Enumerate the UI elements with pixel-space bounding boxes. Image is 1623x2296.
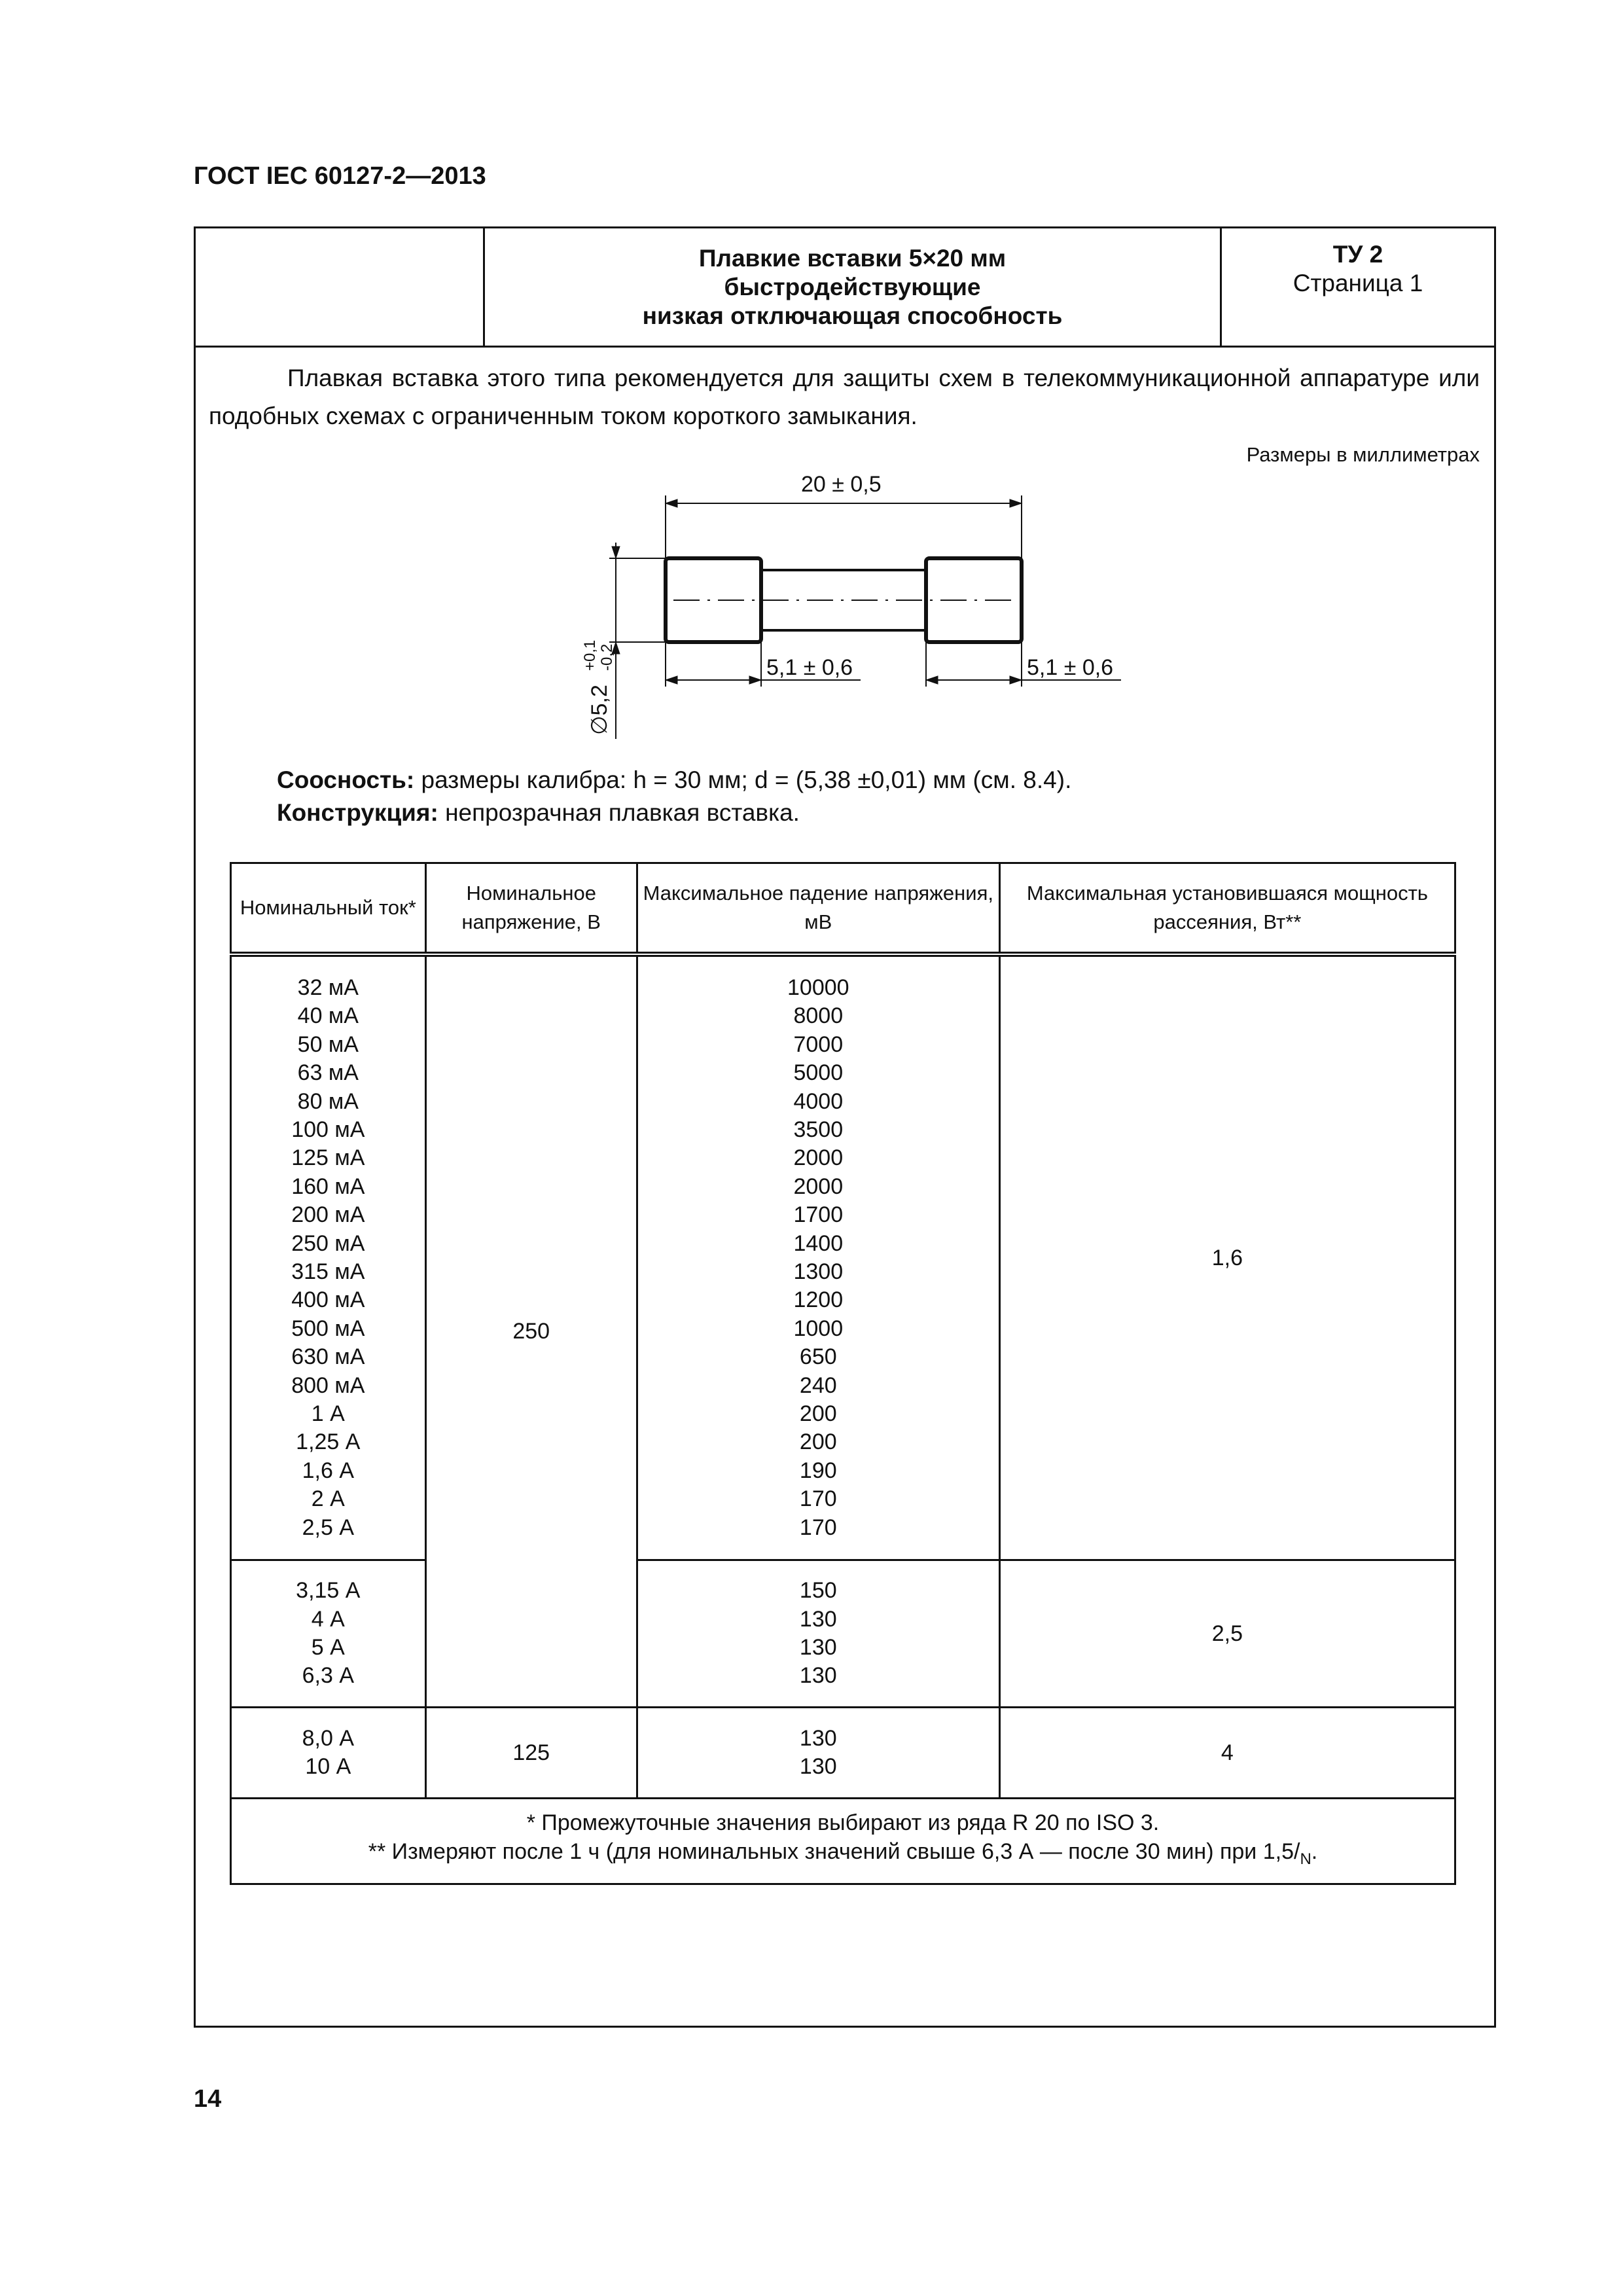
drop-value: 4000 <box>793 1088 844 1114</box>
arrow <box>749 676 761 684</box>
current-value: 250 мА <box>291 1230 365 1256</box>
drop-value: 200 <box>799 1401 837 1427</box>
sheet-code: ТУ 2 <box>1332 241 1383 268</box>
header-current: Номинальный ток* <box>231 863 426 955</box>
construction-text: непрозрачная плавкая вставка. <box>438 799 800 826</box>
current-value: 800 мА <box>291 1372 365 1398</box>
header-sheet-info <box>1222 228 1494 346</box>
table-row <box>231 1560 1455 1708</box>
drop-cell <box>637 1560 999 1708</box>
construction-label: Конструкция: <box>277 799 438 826</box>
header-title <box>485 228 1222 346</box>
sheet-page: Страница 1 <box>1293 270 1423 296</box>
current-value: 630 мА <box>291 1344 365 1370</box>
current-value: 200 мА <box>291 1202 365 1228</box>
voltage-cell: 250 <box>425 954 637 1708</box>
power-cell: 4 <box>999 1708 1455 1799</box>
drop-value: 190 <box>799 1458 837 1483</box>
drop-value: 170 <box>799 1515 837 1540</box>
table-row <box>231 1708 1455 1799</box>
drop-value: 170 <box>799 1486 837 1512</box>
current-value: 32 мА <box>297 975 359 1000</box>
drop-value: 130 <box>799 1725 837 1751</box>
current-cell <box>231 1708 426 1799</box>
current-value: 2 А <box>311 1486 345 1512</box>
title-line: низкая отключающая способность <box>642 302 1063 329</box>
drop-value: 1700 <box>793 1202 844 1228</box>
tolerance-plus: +0,1 <box>581 639 599 671</box>
table-footnotes <box>231 1799 1455 1884</box>
footnote-2-text: ** Измеряют после 1 ч (для номинальных значений свыше 6,3 А — после 30 мин) при 1,5/ <box>368 1839 1300 1865</box>
drop-value: 2000 <box>793 1174 844 1199</box>
current-value: 100 мА <box>291 1117 365 1142</box>
title-line: Плавкие вставки 5×20 мм <box>698 244 1007 272</box>
document-code: ГОСТ IEC 60127-2—2013 <box>194 162 486 190</box>
current-value: 80 мА <box>297 1088 359 1114</box>
drop-value: 5000 <box>793 1060 844 1086</box>
arrow <box>612 547 620 558</box>
coaxiality-line <box>277 764 1071 797</box>
footnote-2-end: . <box>1311 1839 1318 1865</box>
cap-right-label: 5,1 ± 0,6 <box>1027 655 1114 680</box>
sheet-header <box>196 228 1494 348</box>
drop-value: 240 <box>799 1372 837 1398</box>
current-value: 10 А <box>305 1754 351 1779</box>
length-label: 20 ± 0,5 <box>801 472 882 497</box>
arrow <box>926 676 938 684</box>
drop-value: 650 <box>799 1344 837 1370</box>
current-value: 160 мА <box>291 1174 365 1199</box>
current-value: 1 А <box>311 1401 345 1427</box>
intro-paragraph: Плавкая вставка этого типа рекомендуется для защиты схем в телекоммуникационной аппаратуре или подобных схемах с ограниченным током короткого замыкания. <box>209 365 1480 429</box>
current-value: 1,25 А <box>296 1429 361 1455</box>
drop-value: 7000 <box>793 1031 844 1057</box>
coaxiality-label: Соосность: <box>277 766 415 793</box>
tolerance-minus: -0,2 <box>598 643 616 671</box>
drop-value: 3500 <box>793 1117 844 1142</box>
drop-value: 1400 <box>793 1230 844 1256</box>
current-value: 4 А <box>311 1606 345 1632</box>
voltage-cell: 125 <box>425 1708 637 1799</box>
page-number: 14 <box>194 2085 222 2113</box>
sheet-frame <box>194 226 1496 2028</box>
diameter-label: ∅5,2 <box>587 685 612 735</box>
current-value: 1,6 А <box>302 1458 355 1483</box>
current-value: 400 мА <box>291 1287 365 1313</box>
table-row <box>231 954 1455 1560</box>
drop-value: 150 <box>799 1578 837 1604</box>
current-value: 315 мА <box>291 1259 365 1284</box>
footnote-2-sub: N <box>1300 1850 1311 1868</box>
drop-value: 2000 <box>793 1145 844 1171</box>
header-blank-cell <box>196 228 485 346</box>
header-voltage: Номинальное напряжение, В <box>425 863 637 955</box>
arrow <box>666 676 677 684</box>
header-power: Максимальная установившаяся мощность рассеяния, Вт** <box>999 863 1455 955</box>
drop-value: 8000 <box>793 1003 844 1029</box>
drop-value: 130 <box>799 1754 837 1779</box>
footnote-1: * Промежуточные значения выбирают из ряда R 20 по ISO 3. <box>526 1810 1160 1836</box>
footnotes-cell <box>231 1799 1455 1884</box>
construction-line <box>277 797 1071 829</box>
current-value: 500 мА <box>291 1316 365 1341</box>
cap-left-label: 5,1 ± 0,6 <box>766 655 853 680</box>
arrow <box>1010 499 1022 507</box>
properties <box>277 764 1071 829</box>
current-value: 3,15 А <box>296 1578 361 1604</box>
drop-value: 1000 <box>793 1316 844 1341</box>
current-value: 40 мА <box>297 1003 359 1029</box>
header-drop: Максимальное падение напряжения, мВ <box>637 863 999 955</box>
current-value: 50 мА <box>297 1031 359 1057</box>
title-line: быстродействующие <box>724 273 981 300</box>
ratings-table <box>230 862 1456 1885</box>
footnote-2 <box>232 1837 1454 1874</box>
fuse-drawing <box>549 464 1114 752</box>
table-header-row <box>231 863 1455 955</box>
drop-cell <box>637 954 999 1560</box>
units-note: Размеры в миллиметрах <box>1246 443 1480 466</box>
current-value: 125 мА <box>291 1145 365 1171</box>
power-cell: 2,5 <box>999 1560 1455 1708</box>
drop-value: 130 <box>799 1606 837 1632</box>
drop-value: 130 <box>799 1635 837 1660</box>
drop-cell <box>637 1708 999 1799</box>
arrow <box>666 499 677 507</box>
current-value: 5 А <box>311 1635 345 1660</box>
arrow <box>1010 676 1022 684</box>
drop-value: 1300 <box>793 1259 844 1284</box>
drop-value: 10000 <box>787 975 849 1000</box>
drop-value: 200 <box>799 1429 837 1455</box>
coaxiality-text: размеры калибра: h = 30 мм; d = (5,38 ±0,01) мм (см. 8.4). <box>414 766 1072 793</box>
current-cell <box>231 1560 426 1708</box>
drop-value: 1200 <box>793 1287 844 1313</box>
power-cell: 1,6 <box>999 954 1455 1560</box>
current-value: 2,5 А <box>302 1515 355 1540</box>
current-cell <box>231 954 426 1560</box>
current-value: 63 мА <box>297 1060 359 1086</box>
current-value: 8,0 А <box>302 1725 355 1751</box>
drop-value: 130 <box>799 1663 837 1689</box>
current-value: 6,3 А <box>302 1663 355 1689</box>
